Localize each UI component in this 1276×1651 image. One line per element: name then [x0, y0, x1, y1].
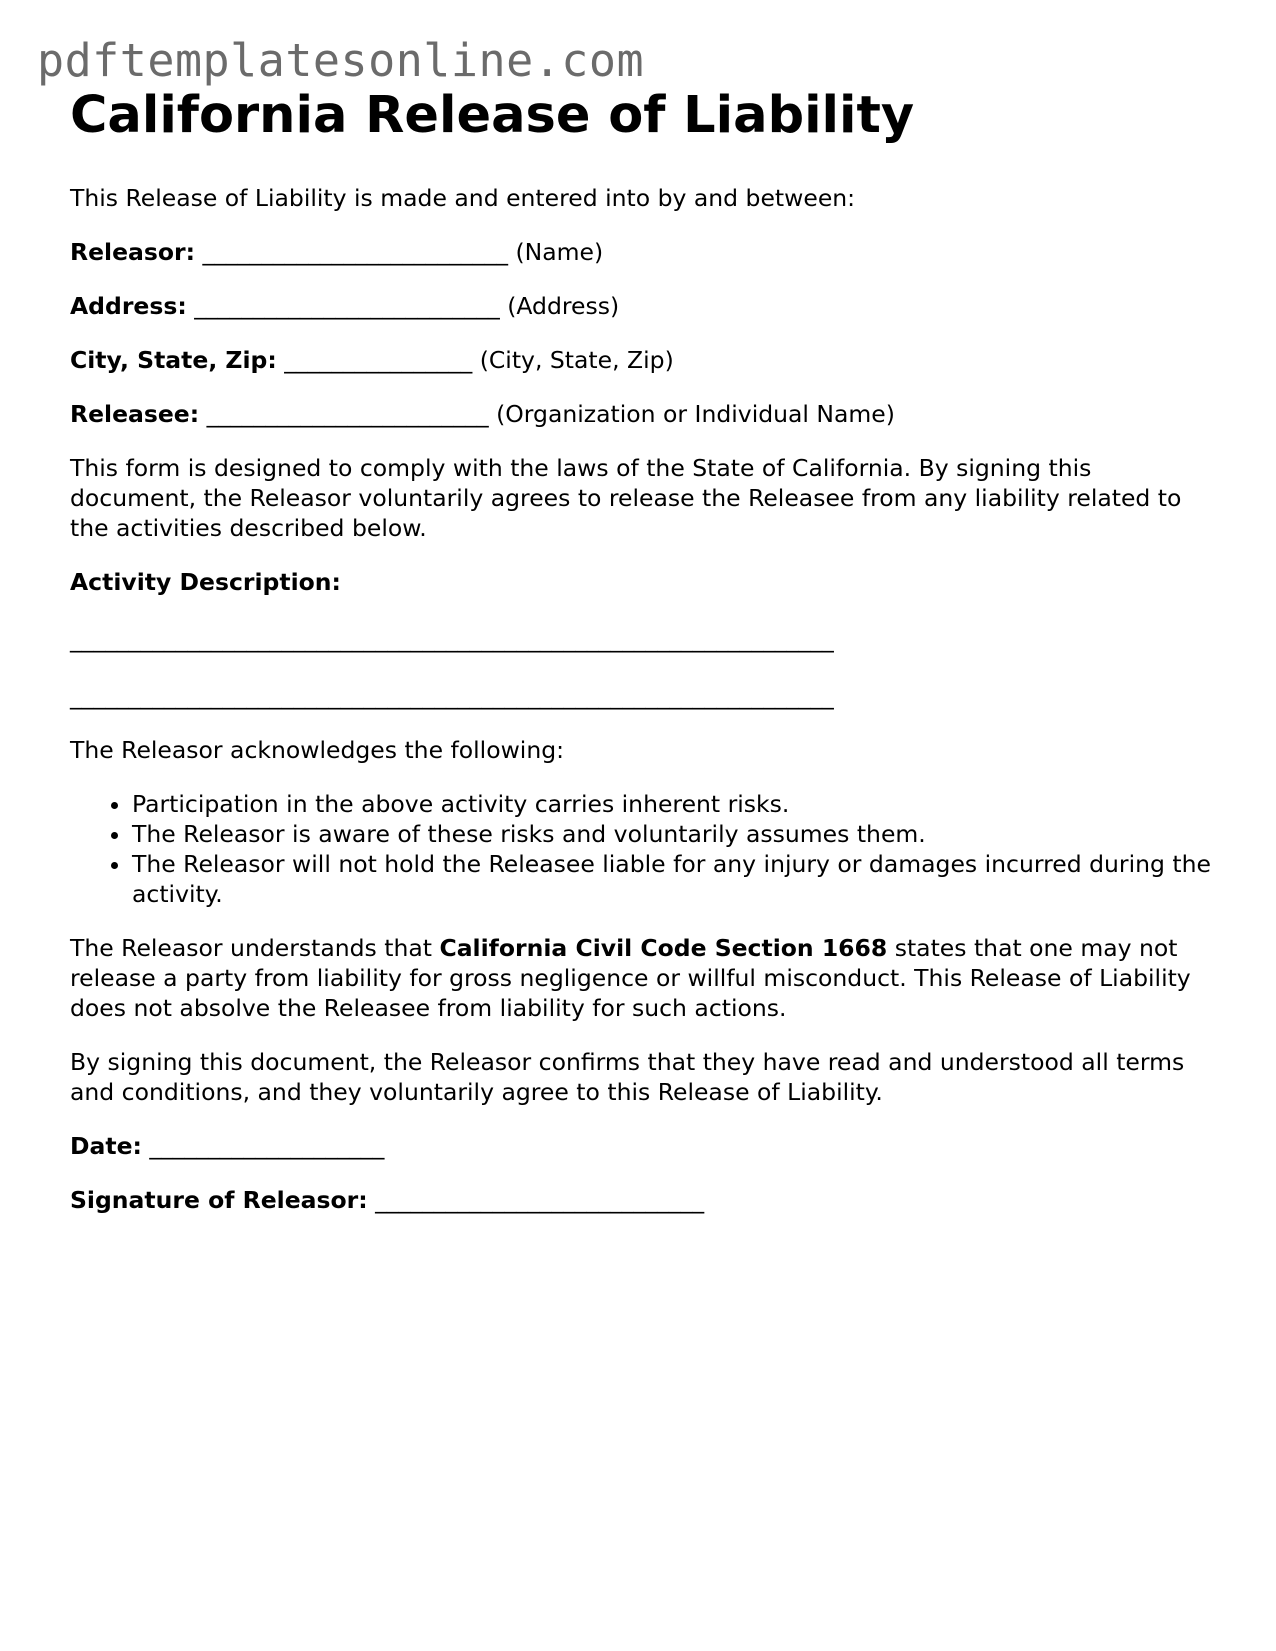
releasee-label: Releasee: [70, 400, 200, 428]
activity-line-2[interactable]: _________________________________________________________________ [70, 682, 834, 710]
city-state-zip-label: City, State, Zip: [70, 346, 277, 374]
city-state-zip-blank[interactable]: ________________ [284, 346, 473, 374]
signature-blank[interactable]: ____________________________ [375, 1186, 705, 1214]
releasee-field [70, 399, 1220, 429]
date-label: Date: [70, 1132, 142, 1160]
acknowledges-intro: The Releasor acknowledges the following: [70, 736, 565, 764]
releasee-hint: (Organization or Individual Name) [496, 400, 895, 428]
city-state-zip-field [70, 345, 1220, 375]
releasee-blank[interactable]: ________________________ [206, 400, 489, 428]
address-blank[interactable]: __________________________ [194, 292, 500, 320]
list-item: • The Releasor will not hold the Releasee liable for any injury or damages incurred during the activity. [132, 849, 1220, 909]
releasor-field [70, 237, 1220, 267]
activity-label: Activity Description: [70, 568, 341, 596]
releasor-blank[interactable]: __________________________ [202, 238, 508, 266]
address-field [70, 291, 1220, 321]
intro-paragraph: This Release of Liability is made and entered into by and between: [70, 184, 856, 212]
address-label: Address: [70, 292, 187, 320]
document-body [70, 183, 1220, 1239]
releasor-hint: (Name) [515, 238, 604, 266]
watermark-text: pdftemplatesonline.com [37, 34, 645, 87]
acknowledgements-list [70, 789, 1220, 909]
address-hint: (Address) [507, 292, 620, 320]
civil-code-after: states that one may not release a party from liability for gross negligence or willful misconduct. This Release of Liability does not absolve the Releasee from liability for such actions. [70, 934, 1191, 1022]
releasor-label: Releasor: [70, 238, 196, 266]
activity-section [70, 567, 1220, 711]
signature-field [70, 1185, 1220, 1215]
civil-code-paragraph [70, 933, 1220, 1023]
list-item: • Participation in the above activity carries inherent risks. [132, 789, 1220, 819]
confirmation-paragraph: By signing this document, the Releasor confirms that they have read and understood all terms and conditions, and they voluntarily agree to this Release of Liability. [70, 1048, 1185, 1106]
civil-code-reference: California Civil Code Section 1668 [439, 934, 888, 962]
city-state-zip-hint: (City, State, Zip) [479, 346, 674, 374]
date-field [70, 1131, 1220, 1161]
civil-code-before: The Releasor understands that [70, 934, 440, 962]
date-blank[interactable]: ____________________ [149, 1132, 385, 1160]
compliance-paragraph: This form is designed to comply with the laws of the State of California. By signing this document, the Releasor voluntarily agrees to release the Releasee from any liability related to the activities described below. [70, 454, 1182, 542]
signature-label: Signature of Releasor: [70, 1186, 368, 1214]
list-item: • The Releasor is aware of these risks and voluntarily assumes them. [132, 819, 1220, 849]
document-title: California Release of Liability [70, 86, 915, 145]
activity-line-1[interactable]: _________________________________________________________________ [70, 625, 834, 653]
